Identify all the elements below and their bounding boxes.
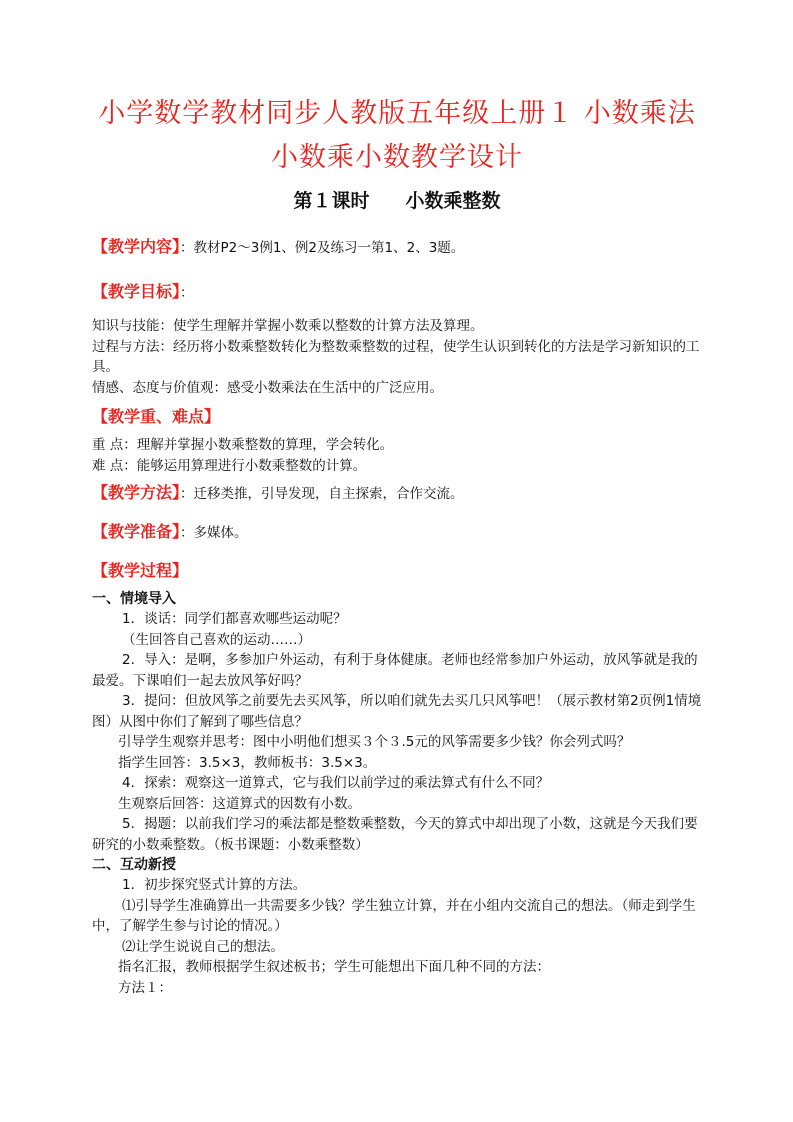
goal-line: 情感、态度与价值观：感受小数乘法在生活中的广泛应用。 [92,379,443,396]
keypoints-list [92,435,702,476]
content-label: 【教学内容】 [92,237,181,256]
lesson-topic: 小数乘整数 [405,190,501,212]
section-content [92,236,702,259]
prep-colon: ： [180,525,194,541]
prep-text: 多媒体。 [193,525,248,541]
goals-list [92,316,702,398]
keypoints-label: 【教学重、难点】 [92,407,221,426]
part1-line: 5．揭题：以前我们学习的乘法都是整数乘整数，今天的算式中却出现了小数，这就是今天我们要研究的小数乘整数。（板书课题：小数乘整数） [92,816,698,853]
part1-line: 4．探索：观察这一道算式，它与我们以前学过的乘法算式有什么不同？ [122,775,550,791]
methods-label: 【教学方法】 [92,483,181,502]
section-keypoints [92,406,702,429]
part2-line: ⑴引导学生准确算出一共需要多少钱？学生独立计算，并在小组内交流自己的想法。（师走到学生中，了解学生参与讨论的情况。） [92,897,696,934]
part1-line: 1．谈话：同学们都喜欢哪些运动呢？ [122,611,347,627]
part2-line: 方法１： [118,979,172,996]
keypoint-line: 难 点：能够运用算理进行小数乘整数的计算。 [92,457,367,474]
document-page [92,92,702,998]
part1-line: 生观察后回答：这道算式的因数有小数。 [118,795,361,812]
goal-line: 知识与技能：使学生理解并掌握小数乘以整数的计算方法及算理。 [92,318,484,334]
content-colon: ： [180,240,194,256]
part2-line: 1．初步探究竖式计算的方法。 [122,877,307,893]
lesson-number: 第１课时 [293,190,370,212]
process-part2 [92,855,702,998]
methods-colon: ： [180,486,194,502]
part1-line: 2．导入：是啊，多参加户外运动，有利于身体健康。老师也经常参加户外运动，放风筝就是我的最爱。下课咱们一起去放风筝好吗？ [92,652,698,689]
prep-label: 【教学准备】 [92,522,181,541]
goals-label: 【教学目标】 [92,282,181,301]
keypoint-line: 重 点：理解并掌握小数乘整数的算理，学会转化。 [92,437,394,453]
document-title: 小学数学教材同步人教版五年级上册１ 小数乘法 小数乘小数教学设计 [98,98,696,173]
section-goals [92,281,702,304]
content-text: 教材P2～3例1、例2及练习一第1、2、3题。 [193,240,465,256]
part2-heading: 二、互动新授 [92,857,176,873]
part1-line: 指学生回答：3.5×3，教师板书：3.5×3。 [118,754,377,771]
section-prep [92,521,702,544]
process-part1 [92,589,702,855]
methods-text: 迁移类推，引导发现，自主探索，合作交流。 [193,486,464,502]
part1-line: （生回答自己喜欢的运动……） [122,631,311,648]
part2-line: 指名汇报，教师根据学生叙述板书；学生可能想出下面几种不同的方法： [118,959,550,975]
section-methods [92,482,702,505]
goals-colon: ： [180,285,194,301]
part1-line: 3．提问：但放风筝之前要先去买风筝，所以咱们就先去买几只风筝吧！（展示教材第2页例1情境图）从图中你们了解到了哪些信息？ [92,693,702,730]
goal-line: 过程与方法：经历将小数乘整数转化为整数乘整数的过程，使学生认识到转化的方法是学习新知识的工具。 [92,338,700,375]
lesson-subtitle [92,184,702,218]
section-process [92,560,702,583]
part2-line: ⑵让学生说说自己的想法。 [122,938,284,955]
part1-line: 引导学生观察并思考：图中小明他们想买３个３.5元的风筝需要多少钱？你会列式吗？ [118,734,631,750]
part1-heading: 一、情境导入 [92,591,176,607]
process-label: 【教学过程】 [92,561,189,580]
